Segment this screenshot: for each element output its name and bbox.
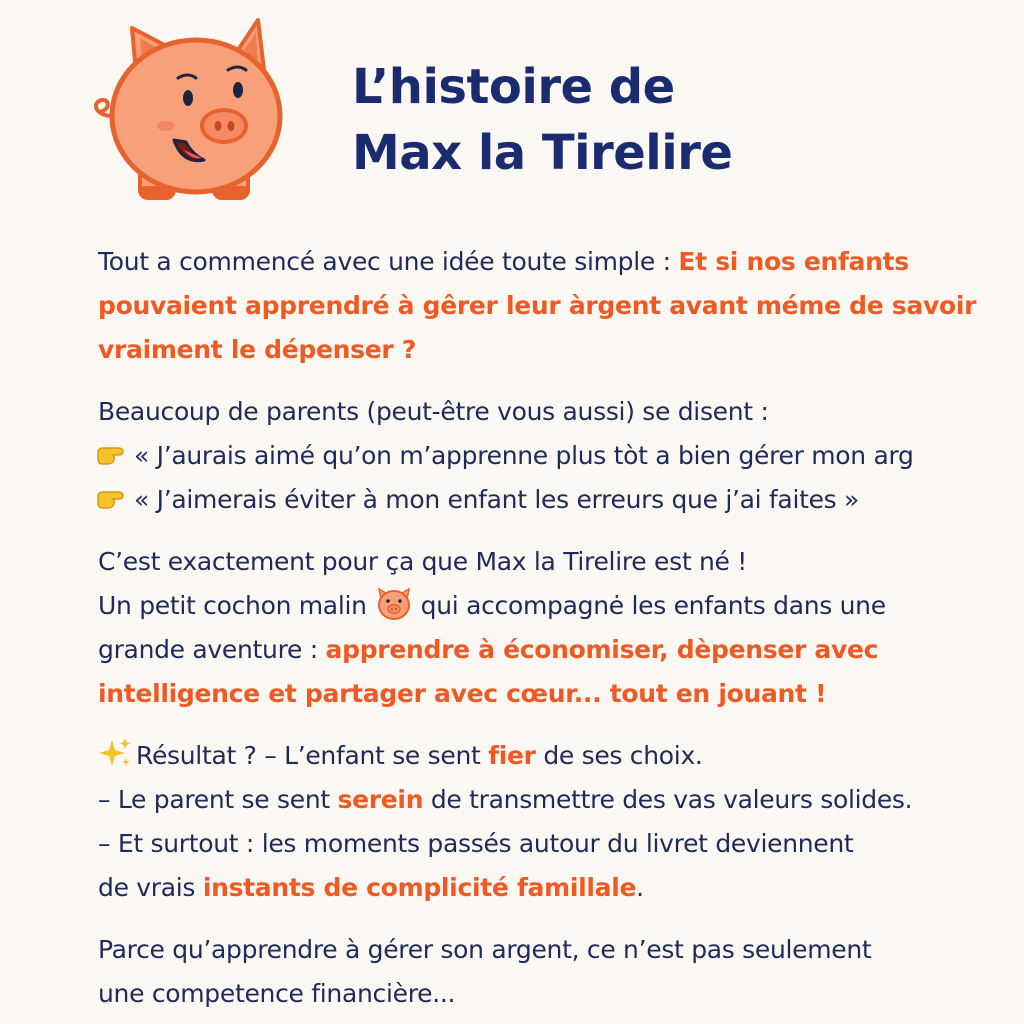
intro-paragraph <box>98 240 998 372</box>
origin-line-3-a: grande aventure : <box>98 635 326 664</box>
result-line-3: – Et surtout : les moments passés autour du livret deviennent <box>98 829 854 858</box>
origin-line-3 <box>98 628 998 672</box>
intro-highlight-2: pouvaient apprendré à gêrer leur àrgent avant méme de savoir <box>98 291 977 320</box>
parent-quote-2-text: « J’aimerais éviter à mon enfant les erreurs que j’ai faites » <box>134 485 860 514</box>
intro-plain-text: Tout a commencé avec une idée toute simple : <box>98 247 679 276</box>
parent-quote-1-text: « J’aurais aimé qu’on m’apprenne plus tòt a bien gérer mon arg <box>134 441 914 470</box>
intro-highlight-3: vraiment le dépenser ? <box>98 335 417 364</box>
intro-line-1 <box>98 240 998 284</box>
result-line-1 <box>98 734 998 778</box>
origin-line-2-b: qui accompagnė les enfants dans une <box>420 591 886 620</box>
closing-paragraph <box>98 928 998 1016</box>
origin-highlight-1: apprendre à économiser, dèpenser avec <box>325 635 879 664</box>
pig-face-icon <box>375 587 413 621</box>
intro-highlight-1: Et si nos enfants <box>678 247 909 276</box>
result-line-2-a: – Le parent se sent <box>98 785 338 814</box>
result-highlight-complicite: instants de complicité famillale <box>202 873 637 902</box>
result-paragraph <box>98 734 998 910</box>
closing-line-2: une competence financière... <box>98 979 456 1008</box>
parent-quote-1 <box>96 434 998 478</box>
origin-line-2 <box>98 584 998 628</box>
pointing-hand-icon <box>96 488 126 510</box>
piggy-bank-mascot-icon <box>88 14 288 206</box>
result-line-1-a: Résultat ? – L’enfant se sent <box>136 741 489 770</box>
result-highlight-serein: serein <box>337 785 424 814</box>
pointing-hand-icon <box>96 444 126 466</box>
result-line-4-a: de vrais <box>98 873 203 902</box>
origin-line-1: C’est exactement pour ça que Max la Tirelire est né ! <box>98 547 747 576</box>
title-line-2: Max la Tirelire <box>352 125 733 181</box>
closing-line-1: Parce qu’apprendre à gérer son argent, ce n’est pas seulement <box>98 935 872 964</box>
title-line-1: L’histoire de <box>352 59 675 115</box>
story-content <box>98 240 998 1020</box>
origin-highlight-2: intelligence et partager avec cœur... tout en jouant ! <box>98 679 827 708</box>
result-line-4 <box>98 866 998 910</box>
parents-lead: Beaucoup de parents (peut-être vous aussi) se disent : <box>98 397 769 426</box>
result-line-2 <box>98 778 998 822</box>
origin-paragraph <box>98 540 998 716</box>
parents-paragraph <box>98 390 998 522</box>
result-line-2-b: de transmettre des vas valeurs solides. <box>423 785 913 814</box>
result-line-1-b: de ses choix. <box>535 741 703 770</box>
origin-line-2-a: Un petit cochon malin <box>98 591 367 620</box>
page-title <box>352 54 732 186</box>
result-line-4-b: . <box>636 873 644 902</box>
parent-quote-2 <box>96 478 998 522</box>
result-highlight-fier: fier <box>488 741 536 770</box>
sparkles-icon <box>98 736 132 770</box>
